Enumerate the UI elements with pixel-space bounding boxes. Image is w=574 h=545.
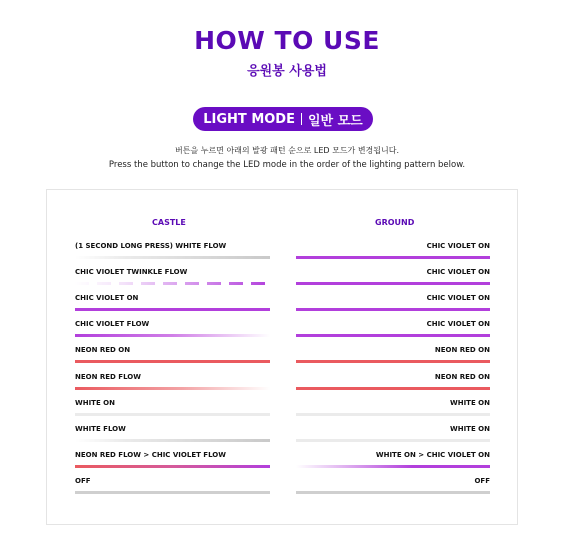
pattern-label: CHIC VIOLET ON xyxy=(75,294,139,303)
pattern-row-left xyxy=(75,320,270,342)
pattern-label: (1 SECOND LONG PRESS) WHITE FLOW xyxy=(75,242,227,250)
pattern-color-bar xyxy=(296,413,490,416)
mode-label-ko: 일반 모드 xyxy=(307,113,363,129)
pattern-label: OFF xyxy=(75,476,91,485)
pattern-color-bar xyxy=(75,308,270,311)
pattern-row-right xyxy=(296,268,490,290)
column-title-castle: CASTLE xyxy=(152,218,186,227)
pattern-row-left xyxy=(75,346,270,368)
description-korean: 버튼을 누르면 아래의 발광 패턴 순으로 LED 모드가 변경됩니다. xyxy=(174,146,400,155)
pattern-label: CHIC VIOLET ON xyxy=(426,294,490,303)
pattern-row-left xyxy=(75,477,270,499)
pattern-color-bar xyxy=(75,282,270,285)
pattern-color-bar xyxy=(296,334,490,337)
pattern-color-bar xyxy=(75,334,270,337)
mode-divider xyxy=(301,113,302,125)
pattern-label: NEON RED ON xyxy=(434,372,490,381)
pattern-label: WHITE ON > CHIC VIOLET ON xyxy=(375,450,490,459)
pattern-color-bar xyxy=(75,465,270,468)
pattern-row-right xyxy=(296,320,490,342)
pattern-label: CHIC VIOLET ON xyxy=(426,320,490,329)
pattern-label: WHITE ON xyxy=(75,398,115,407)
pattern-color-bar xyxy=(296,465,490,468)
light-mode-badge xyxy=(193,107,373,131)
pattern-color-bar xyxy=(296,282,490,285)
pattern-color-bar xyxy=(296,387,490,390)
pattern-row-right xyxy=(296,477,490,499)
pattern-color-bar xyxy=(296,491,490,494)
pattern-label: WHITE ON xyxy=(450,424,490,433)
mode-label: LIGHT MODE xyxy=(203,111,295,127)
pattern-label: NEON RED FLOW > CHIC VIOLET FLOW xyxy=(75,450,226,459)
pattern-color-bar xyxy=(75,387,270,390)
pattern-color-bar xyxy=(296,360,490,363)
pattern-row-left xyxy=(75,451,270,473)
pattern-row-right xyxy=(296,294,490,316)
pattern-row-right xyxy=(296,242,490,264)
pattern-row-right xyxy=(296,399,490,421)
pattern-label: CHIC VIOLET FLOW xyxy=(75,320,150,329)
pattern-row-left xyxy=(75,425,270,447)
pattern-label: NEON RED ON xyxy=(434,346,490,355)
page-title: HOW TO USE xyxy=(194,26,380,55)
pattern-label: WHITE FLOW xyxy=(75,424,126,433)
page-subtitle: 응원봉 사용법 xyxy=(247,64,327,79)
pattern-row-left xyxy=(75,242,270,264)
pattern-row-right xyxy=(296,346,490,368)
pattern-label: CHIC VIOLET TWINKLE FLOW xyxy=(75,268,188,277)
pattern-label: CHIC VIOLET ON xyxy=(426,268,490,277)
pattern-label: OFF xyxy=(474,476,490,485)
pattern-color-bar xyxy=(75,413,270,416)
pattern-color-bar xyxy=(296,256,490,259)
pattern-color-bar xyxy=(296,439,490,442)
pattern-label: NEON RED FLOW xyxy=(75,372,141,381)
pattern-color-bar xyxy=(296,308,490,311)
pattern-label: NEON RED ON xyxy=(75,346,131,355)
pattern-row-right xyxy=(296,425,490,447)
pattern-color-bar xyxy=(75,360,270,363)
pattern-row-left xyxy=(75,373,270,395)
pattern-color-bar xyxy=(75,256,270,259)
description-english: Press the button to change the LED mode in the order of the lighting pattern below. xyxy=(108,160,466,170)
pattern-row-right xyxy=(296,451,490,473)
column-title-ground: GROUND xyxy=(375,218,415,227)
pattern-row-left xyxy=(75,268,270,290)
pattern-label: WHITE ON xyxy=(450,398,490,407)
pattern-row-right xyxy=(296,373,490,395)
pattern-row-left xyxy=(75,399,270,421)
pattern-row-left xyxy=(75,294,270,316)
pattern-label: CHIC VIOLET ON xyxy=(426,242,490,250)
pattern-color-bar xyxy=(75,491,270,494)
pattern-color-bar xyxy=(75,439,270,442)
